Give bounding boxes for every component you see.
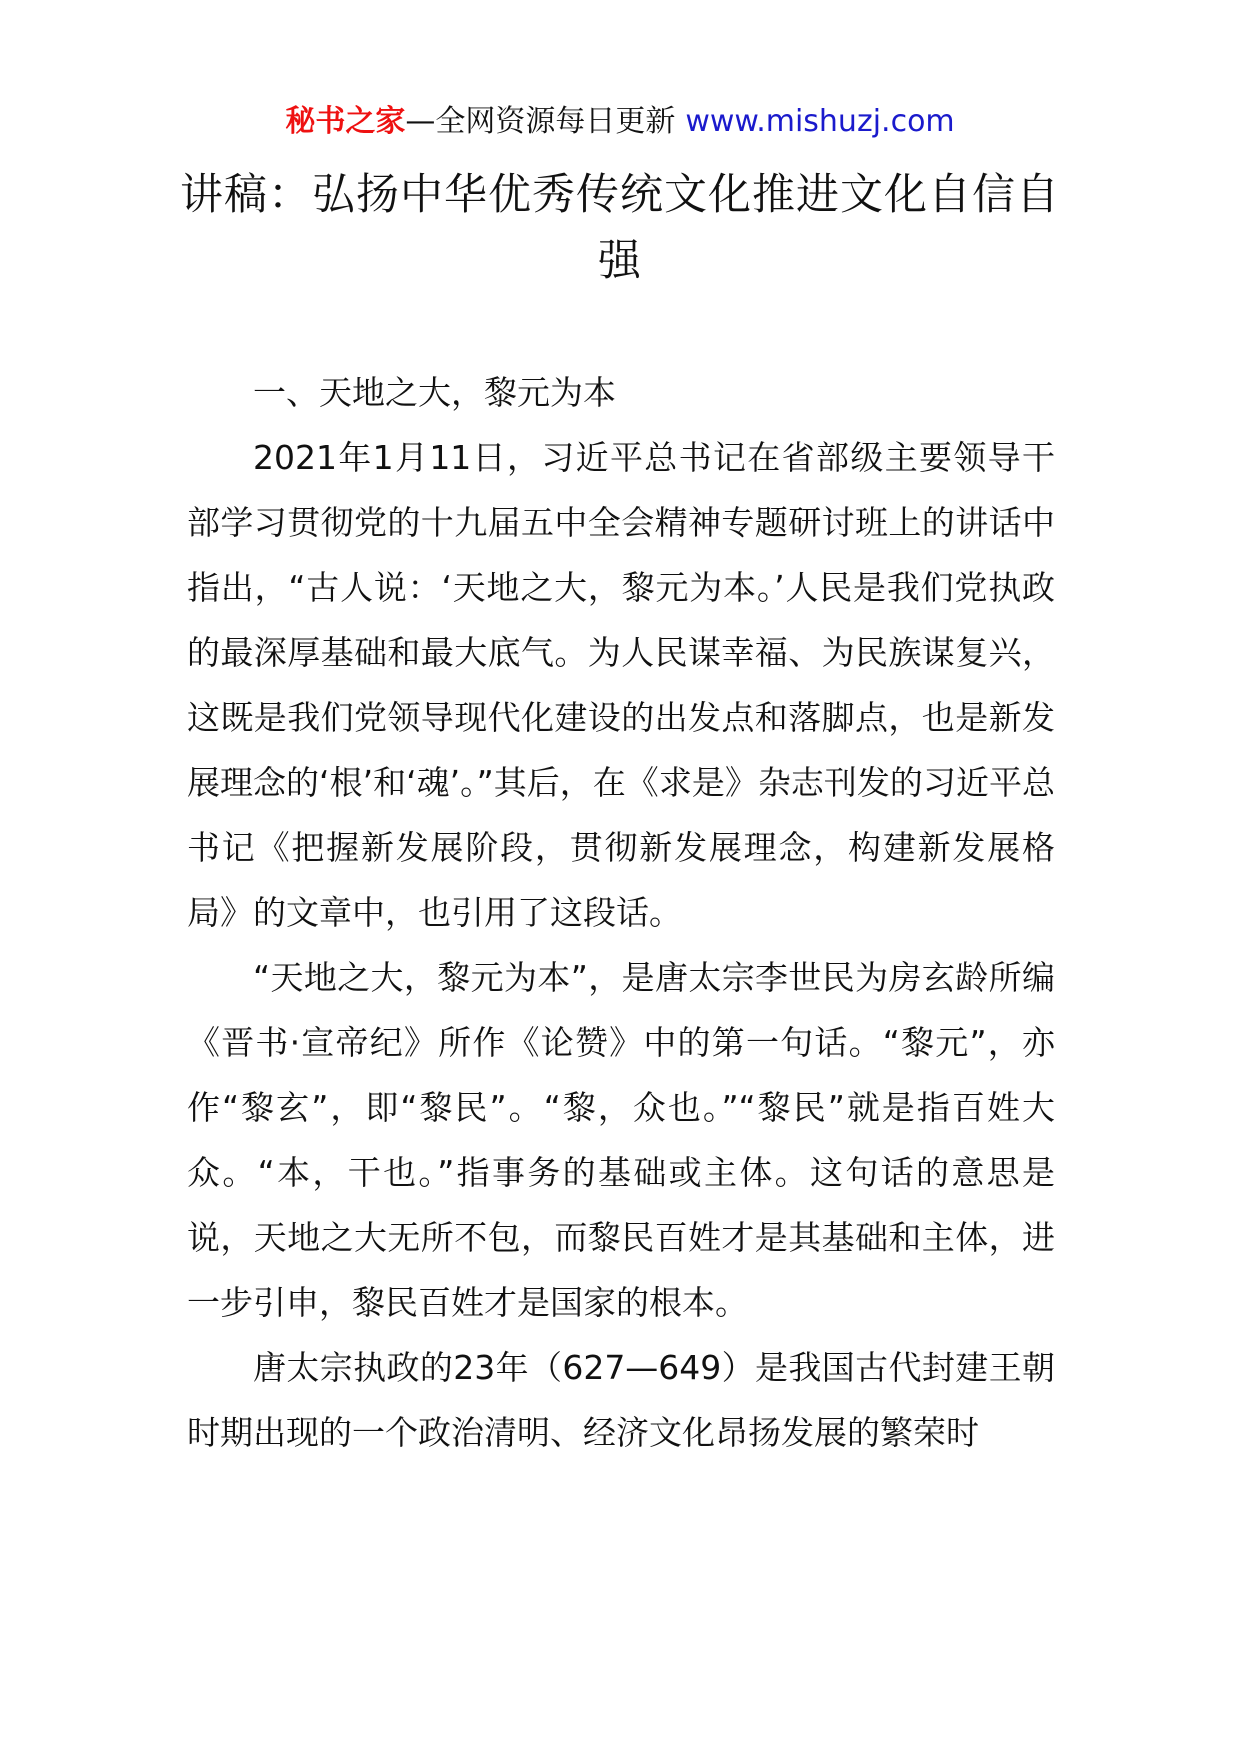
body-paragraph-1: 2021年1月11日，习近平总书记在省部级主要领导干部学习贯彻党的十九届五中全会精神专题研讨班上的讲话中指出，“古人说：‘天地之大，黎元为本。’人民是我们党执政的最深厚基础和最大底气。为人民谋幸福、为民族谋复兴，这既是我们党领导现代化建设的出发点和落脚点，也是新发展理念的‘根’和‘魂’。”其后，在《求是》杂志刊发的习近平总书记《把握新发展阶段，贯彻新发展理念，构建新发展格局》的文章中，也引用了这段话。: [187, 438, 1055, 932]
brand-name: 秘书之家: [285, 104, 406, 139]
header-tagline: —全网资源每日更新: [405, 104, 676, 139]
body-paragraph-2: “天地之大，黎元为本”，是唐太宗李世民为房玄龄所编《晋书·宣帝纪》所作《论赞》中的第一句话。“黎元”，亦作“黎玄”，即“黎民”。“黎，众也。”“黎民”就是指百姓大众。“本，干也。”指事务的基础或主体。这句话的意思是说，天地之大无所不包，而黎民百姓才是其基础和主体，进一步引申，黎民百姓才是国家的根本。: [187, 958, 1055, 1322]
document-body: [187, 360, 1055, 1465]
site-header: [0, 100, 1240, 144]
document-title: 讲稿：弘扬中华优秀传统文化推进文化自信自强: [180, 170, 1060, 286]
section-heading: 一、天地之大，黎元为本: [253, 373, 616, 412]
site-link[interactable]: www.mishuzj.com: [685, 104, 955, 139]
body-paragraph-3: 唐太宗执政的23年（627—649）是我国古代封建王朝时期出现的一个政治清明、经济文化昂扬发展的繁荣时: [187, 1348, 1055, 1452]
